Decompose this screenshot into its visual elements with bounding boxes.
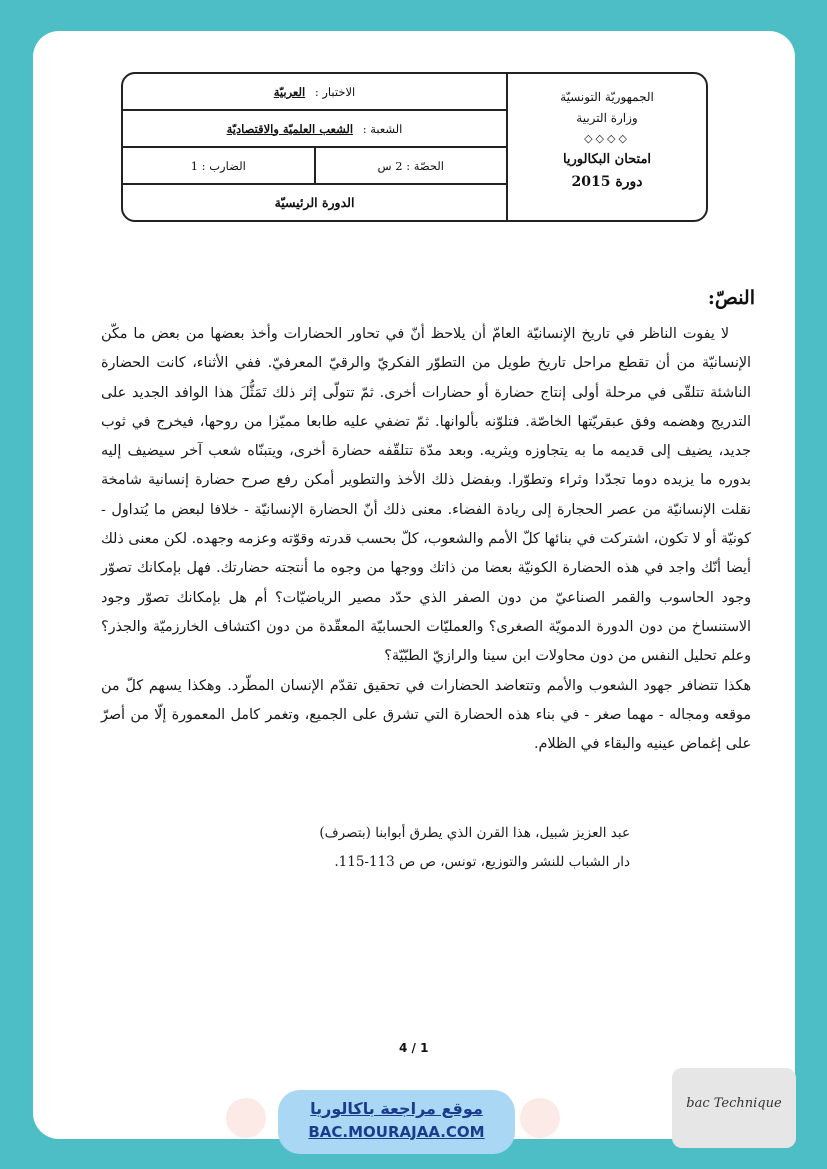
paragraph-1: لا يفوت الناظر في تاريخ الإنسانيّة العامّ أن يلاحظ أنّ في تحاور الحضارات وأخذ بعضها من بعض ما مكّن الإنسانيّة من أن تقطع مراحل تاريخ طويل من التطوّر الفكريّ والرقيّ المعرفيّ. ففي الأثناء، كانت الحضارة الناشئة تتلقّى في مرحلة أولى إنتاج حضارة أو حضارات أخرى. ثمّ تتولّى إثر ذلك تَمَثُّلَ هذا الوافد الجديد على التدريج وهضمه وفق عبقريّتها الخاصّة. فتلوّنه بألوانها. ثمّ تضفي عليه طابعا مميّزا من روحها، فيخرج في ثوب جديد، يضيف إلى قديمه ما به يتجاوزه ويثريه. وبعد مدّة تتلقّفه حضارة أخرى، ويتبنّاه شعب آخر سيضيف إليه بدوره ما يزيده دوما تجدّدا وثراء وتطوّرا. وبفضل ذلك الأخذ والتطوير أمكن رفع صرح حضارة إنسانية شامخة نقلت الإنسانيّة من عصر الحجارة إلى ريادة الفضاء. معنى ذلك أنّ الحضارة الإنسانيّة - خلافا لبعض ما يُتداول - كونيّة أو لا تكون، اشتركت في بنائها كلّ الأمم والشعوب، كلّ بحسب قدرته وقوّته وعزمه وجهده. لكن معنى ذلك أيضا أنّك واجد في هذه الحضارة الكونيّة بعضا من ذاتك ووجها من وجوه ما أنتجته حضارتك. فهل بإمكانك تصوّر وجود الحاسوب والقمر الصناعيّ من دون الصفر الذي حدّد مصير الرياضيّات؟ أم هل بإمكانك تصوّر وجود الاستنساخ من دون الدورة الدمويّة الصغرى؟ والعمليّات الحسابيّة المعقّدة من دون اكتشاف الخارزميّة والجذر؟ وعلم تحليل النفس من دون محاولات ابن سينا والرازيّ الطبّيّة؟ xyxy=(101,326,751,665)
republic-label: الجمهوريّة التونسيّة xyxy=(560,90,654,104)
source-publisher: دار الشباب للنشر والتوزيع، تونس، ص ص 113-115. xyxy=(334,854,630,870)
source-reference xyxy=(319,819,630,877)
passage xyxy=(101,320,751,759)
duration-label: الحصّة : 2 س xyxy=(314,148,507,183)
exam-label: امتحان البكالوريا xyxy=(562,152,652,167)
exam-page xyxy=(33,31,795,1139)
branch-value: الشعب العلميّة والاقتصاديّة xyxy=(226,121,354,136)
ministry-block xyxy=(506,74,706,220)
site-logo-icon xyxy=(520,1098,560,1138)
page-number: 4 / 1 xyxy=(399,1041,429,1055)
coefficient-label: الضارب : 1 xyxy=(190,158,246,173)
banner-arabic-link[interactable]: موقع مراجعة باكالوريا xyxy=(310,1099,483,1118)
branch-label: الشعبة : xyxy=(362,121,403,136)
session-year: دورة 2015 xyxy=(571,174,643,190)
session-type: الدورة الرئيسيّة xyxy=(274,195,355,210)
diamonds-ornament: ◇◇◇◇ xyxy=(584,132,630,145)
ministry-label: وزارة التربية xyxy=(576,111,638,125)
duration-row xyxy=(123,148,506,185)
exam-details xyxy=(123,74,506,220)
text-title: النصّ: xyxy=(707,287,755,309)
site-banner[interactable] xyxy=(278,1090,515,1154)
banner-url-link[interactable]: BAC.MOURAJAA.COM xyxy=(308,1123,485,1141)
exam-header xyxy=(121,72,708,222)
subject-label: الاختبار : xyxy=(314,84,356,99)
brand-watermark xyxy=(672,1068,796,1148)
site-logo-icon xyxy=(226,1098,266,1138)
paragraph-2: هكذا تتضافر جهود الشعوب والأمم وتتعاضد الحضارات في تحقيق تقدّم الإنسان المطّرد. وهكذا يسهم كلّ من موقعه ومجاله - مهما صغر - في بناء هذه الحضارة التي تشرق على الجميع، وتغمر كامل المعمورة إلّا من أصرّ على إغماض عينيه والبقاء في الظلام. xyxy=(101,677,751,753)
source-author: عبد العزيز شبيل، هذا القرن الذي يطرق أبوابنا (بتصرف) xyxy=(319,825,630,841)
subject-value: العربيّة xyxy=(273,84,306,99)
brand-text: bac Technique xyxy=(686,1096,782,1111)
branch-row xyxy=(123,111,506,148)
subject-row xyxy=(123,74,506,111)
